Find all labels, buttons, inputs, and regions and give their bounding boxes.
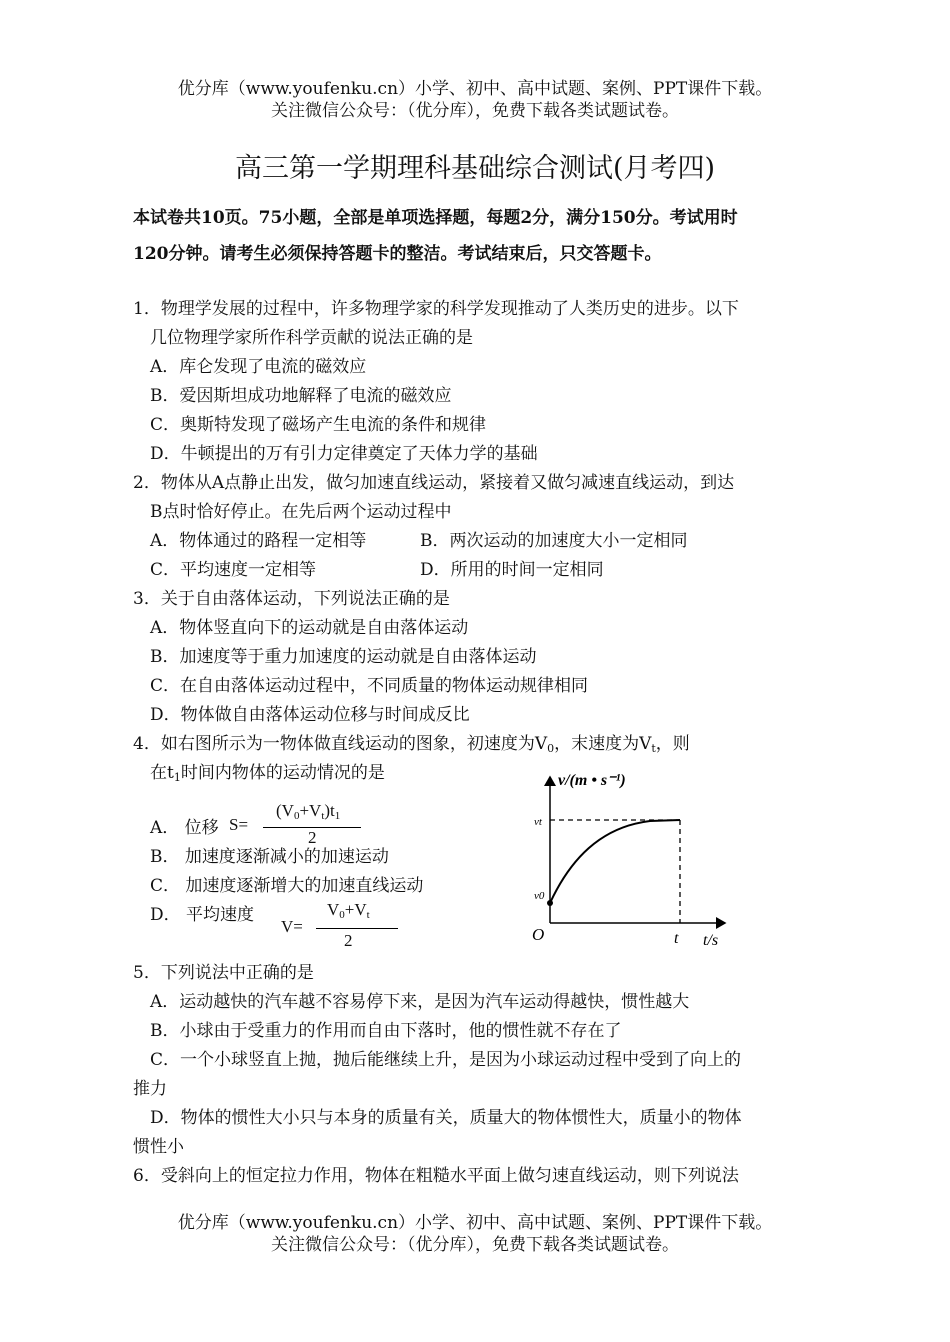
q2-stem-line-1: 2．物体从A点静止出发，做匀加速直线运动，紧接着又做匀减速直线运动，到达 [133, 473, 735, 493]
header-line-2: 关注微信公众号：（优分库），免费下载各类试题试卷。 [271, 101, 679, 121]
x-axis-label: t/s [703, 932, 719, 949]
footer [0, 1212, 950, 1256]
velocity-curve [550, 820, 680, 903]
q5-option-d-line-2: 惯性小 [133, 1137, 184, 1157]
q3-option-a: A．物体竖直向下的运动就是自由落体运动 [150, 618, 469, 638]
header [0, 78, 950, 122]
q4-option-a-label: A． 位移 [150, 818, 219, 838]
v0-label: v0 [534, 890, 545, 902]
q5-option-b: B．小球由于受重力的作用而自由下落时，他的惯性就不存在了 [150, 1021, 622, 1041]
q5-option-d-line-1: D．物体的惯性大小只与本身的质量有关，质量大的物体惯性大，质量小的物体 [150, 1108, 742, 1128]
q5-stem: 5．下列说法中正确的是 [133, 963, 314, 983]
q4-option-d-fraction-bar [316, 928, 398, 929]
q4-option-c: C． 加速度逐渐增大的加速直线运动 [150, 876, 424, 896]
vt-label: vt [534, 816, 542, 828]
q2-option-a: A．物体通过的路程一定相等 [150, 531, 367, 551]
q6-stem-line-1: 6．受斜向上的恒定拉力作用，物体在粗糙水平面上做匀速直线运动，则下列说法 [133, 1166, 739, 1186]
footer-line-1: 优分库（www.youfenku.cn）小学、初中、高中试题、案例、PPT课件下载。 [177, 1213, 773, 1233]
q4-option-a-lhs: S= [229, 815, 249, 834]
q1-option-d: D．牛顿提出的万有引力定律奠定了天体力学的基础 [150, 444, 538, 464]
q4-option-d-label: D． 平均速度 [150, 905, 255, 925]
q1-option-c: C．奥斯特发现了磁场产生电流的条件和规律 [150, 415, 487, 435]
y-axis-label: v/(m • s⁻¹) [558, 772, 626, 789]
q3-option-c: C．在自由落体运动过程中，不同质量的物体运动规律相同 [150, 676, 589, 696]
origin-label: O [532, 925, 545, 944]
q4-option-d-denominator: 2 [344, 931, 353, 950]
q4-option-d-lhs: V= [281, 917, 303, 936]
q5-option-c-line-1: C．一个小球竖直上抛，抛后能继续上升，是因为小球运动过程中受到了向上的 [150, 1050, 742, 1070]
v0-point [547, 900, 553, 906]
q4-option-a-numerator: $(V_0+V_t)t_1$ [276, 801, 341, 822]
header-line-1: 优分库（www.youfenku.cn）小学、初中、高中试题、案例、PPT课件下载。 [177, 79, 773, 99]
q4-stem-line-1: 4．如右图所示为一物体做直线运动的图象，初速度为$V_0$，末速度为$V_t$，则 [133, 734, 690, 755]
q5-option-a: A．运动越快的汽车越不容易停下来，是因为汽车运动得越快，惯性越大 [150, 992, 690, 1012]
q4-option-a-denominator: 2 [308, 828, 317, 847]
q1-stem-line-1: 1．物理学发展的过程中，许多物理学家的科学发现推动了人类历史的进步。以下 [133, 299, 739, 319]
intro-line-2: 120分钟。请考生必须保持答题卡的整洁。考试结束后，只交答题卡。 [133, 244, 662, 264]
footer-line-2: 关注微信公众号：（优分库），免费下载各类试题试卷。 [271, 1235, 679, 1255]
t-tick-label: t [674, 930, 679, 947]
q1-stem-line-2: 几位物理学家所作科学贡献的说法正确的是 [150, 328, 473, 348]
q2-option-c: C．平均速度一定相等 [150, 560, 317, 580]
q2-stem-line-2: B点时恰好停止。在先后两个运动过程中 [150, 502, 452, 522]
page-title: 高三第一学期理科基础综合测试(月考四) [234, 153, 716, 184]
intro-line-1: 本试卷共10页。75小题，全部是单项选择题，每题2分，满分150分。考试用时 [133, 208, 738, 228]
q3-option-d: D．物体做自由落体运动位移与时间成反比 [150, 705, 470, 725]
q1-option-b: B．爱因斯坦成功地解释了电流的磁效应 [150, 386, 452, 406]
q3-stem: 3．关于自由落体运动，下列说法正确的是 [133, 589, 450, 609]
q3-option-b: B．加速度等于重力加速度的运动就是自由落体运动 [150, 647, 537, 667]
q5-option-c-line-2: 推力 [133, 1079, 167, 1099]
q1-option-a: A．库仑发现了电流的磁效应 [150, 357, 367, 377]
q4-stem-line-2: 在$t_1$时间内物体的运动情况的是 [150, 763, 385, 784]
q2-option-b: B．两次运动的加速度大小一定相同 [420, 531, 688, 551]
q4-option-b: B． 加速度逐渐减小的加速运动 [150, 847, 389, 867]
q2-option-d: D．所用的时间一定相同 [420, 560, 604, 580]
q4-velocity-time-graph [520, 765, 740, 955]
q4-option-d-numerator: $V_0+V_t$ [327, 900, 370, 921]
